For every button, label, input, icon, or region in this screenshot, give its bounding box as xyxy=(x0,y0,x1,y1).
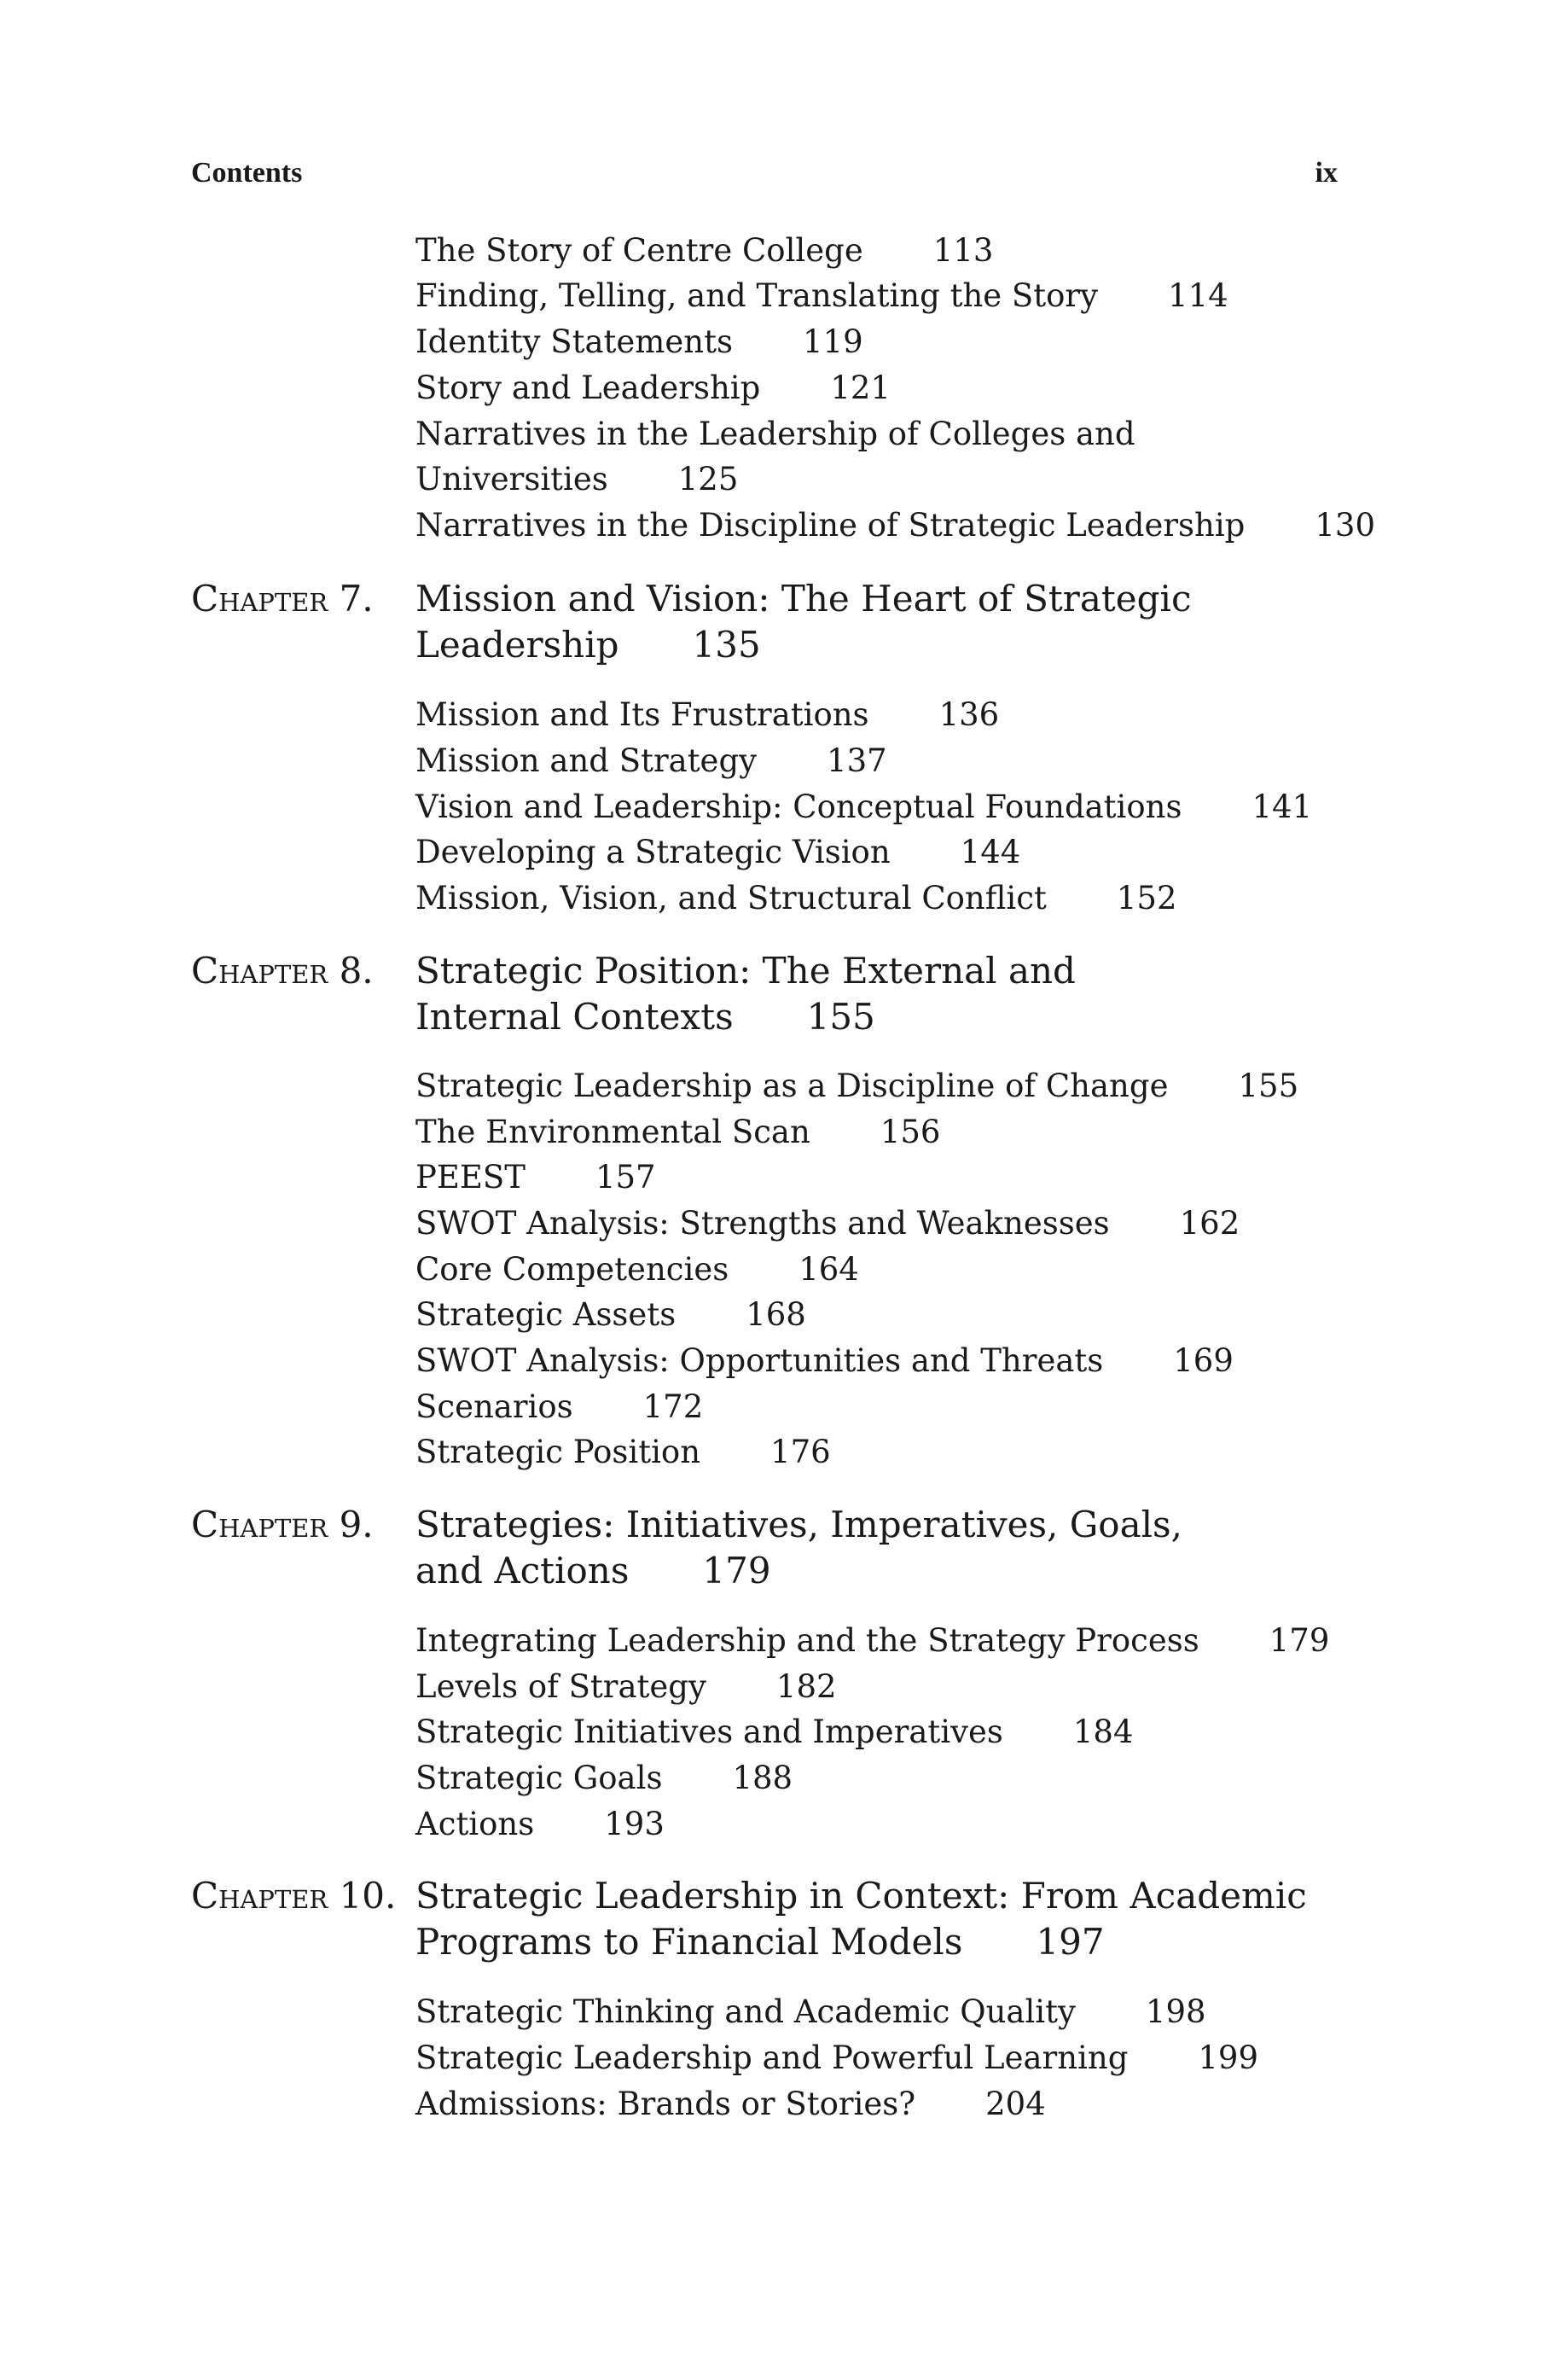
chapter-page: 155 xyxy=(806,996,875,1038)
toc-entry xyxy=(415,1713,1134,1751)
toc-entry-page: 144 xyxy=(960,834,1021,870)
toc-entry xyxy=(415,2039,1258,2077)
toc-entry xyxy=(415,1668,837,1706)
toc-entry xyxy=(415,232,993,270)
toc-entry xyxy=(415,1068,1298,1105)
toc-entry xyxy=(415,1251,859,1289)
toc-entry-page: 157 xyxy=(595,1159,656,1196)
toc-entry-page: 199 xyxy=(1198,2039,1259,2076)
toc-entry-title: Strategic Position xyxy=(415,1434,701,1470)
chapter-page: 179 xyxy=(702,1550,771,1591)
toc-entry-title: Core Competencies xyxy=(415,1251,729,1288)
toc-entry-title: Actions xyxy=(415,1806,535,1842)
toc-entry-page: 176 xyxy=(770,1434,831,1470)
toc-entry-title: Finding, Telling, and Translating the Story xyxy=(415,277,1099,314)
toc-entry-title: Vision and Leadership: Conceptual Foundations xyxy=(415,788,1182,825)
toc-entry-title: The Story of Centre College xyxy=(415,232,863,269)
chapter-7-label: Chapter 7. xyxy=(191,578,374,620)
chapter-8-label: Chapter 8. xyxy=(191,950,374,992)
toc-entry xyxy=(415,2086,1046,2123)
chapter-8-title-line1: Strategic Position: The External and xyxy=(415,950,1076,992)
toc-entry xyxy=(415,834,1020,871)
chapter-7-title-line1: Mission and Vision: The Heart of Strategic xyxy=(415,578,1192,620)
toc-entry-page: 198 xyxy=(1145,1993,1206,2030)
toc-entry-page: 193 xyxy=(604,1806,665,1842)
running-head-title: Contents xyxy=(191,157,303,189)
toc-entry-title: Identity Statements xyxy=(415,323,733,360)
chapter-10-label: Chapter 10. xyxy=(191,1875,397,1917)
toc-entry xyxy=(415,1388,703,1426)
toc-entry xyxy=(415,742,887,780)
chapter-10-title-line1: Strategic Leadership in Context: From Academic xyxy=(415,1875,1307,1917)
toc-entry-title: Strategic Goals xyxy=(415,1760,663,1796)
toc-entry-title: PEEST xyxy=(415,1159,526,1196)
toc-entry xyxy=(415,1114,940,1151)
toc-entry xyxy=(415,277,1228,315)
toc-entry-page: 162 xyxy=(1179,1205,1240,1242)
toc-entry-page: 156 xyxy=(880,1114,941,1150)
chapter-title-text: Programs to Financial Models xyxy=(415,1921,963,1963)
toc-entry-page: 168 xyxy=(746,1296,806,1333)
toc-entry xyxy=(415,696,999,734)
toc-entry-title: Narratives in the Leadership of Colleges and xyxy=(415,416,1135,452)
chapter-title-text: and Actions xyxy=(415,1550,630,1591)
toc-entry-page: 125 xyxy=(677,461,739,497)
toc-entry-page: 169 xyxy=(1173,1342,1234,1379)
toc-entry-title: SWOT Analysis: Strengths and Weaknesses xyxy=(415,1205,1110,1242)
toc-entry-page: 182 xyxy=(775,1668,837,1705)
chapter-9-title-line1: Strategies: Initiatives, Imperatives, Goals, xyxy=(415,1504,1182,1545)
chapter-9-title-line2 xyxy=(415,1548,771,1594)
toc-entry-page: 141 xyxy=(1251,788,1313,825)
toc-entry-page: 121 xyxy=(830,369,891,406)
toc-entry-title: Mission and Its Frustrations xyxy=(415,696,869,733)
toc-entry-page: 184 xyxy=(1072,1713,1134,1750)
toc-entry-page: 155 xyxy=(1238,1068,1299,1104)
toc-entry xyxy=(415,1342,1234,1380)
toc-entry-title: Strategic Assets xyxy=(415,1296,677,1333)
toc-entry xyxy=(415,1993,1206,2031)
toc-entry xyxy=(415,1806,665,1843)
toc-entry-page: 130 xyxy=(1315,507,1375,544)
toc-entry-title: SWOT Analysis: Opportunities and Threats xyxy=(415,1342,1104,1379)
toc-entry-page: 164 xyxy=(799,1251,859,1288)
chapter-page: 135 xyxy=(692,624,761,666)
toc-entry-page: 172 xyxy=(642,1388,704,1425)
toc-entry-title: Mission, Vision, and Structural Conflict xyxy=(415,880,1047,916)
chapter-title-text: Internal Contexts xyxy=(415,996,734,1038)
chapter-title-text: Leadership xyxy=(415,624,619,666)
toc-entry-page: 188 xyxy=(732,1760,793,1796)
toc-entry-page: 114 xyxy=(1168,277,1228,314)
toc-entry-title: Integrating Leadership and the Strategy Process xyxy=(415,1622,1199,1659)
chapter-page: 197 xyxy=(1036,1921,1105,1963)
toc-entry xyxy=(415,1760,793,1797)
chapter-7-title-line2 xyxy=(415,622,761,668)
toc-entry-page: 179 xyxy=(1269,1622,1330,1659)
toc-entry xyxy=(415,416,1135,453)
toc-entry-title: Story and Leadership xyxy=(415,369,761,406)
toc-entry-title: Strategic Leadership as a Discipline of Change xyxy=(415,1068,1169,1104)
toc-entry-title: Narratives in the Discipline of Strategic Leadership xyxy=(415,507,1246,544)
toc-entry-title: Levels of Strategy xyxy=(415,1668,706,1705)
toc-entry xyxy=(415,788,1312,826)
toc-entry xyxy=(415,369,891,407)
chapter-10-title-line2 xyxy=(415,1919,1105,1965)
chapter-9-label: Chapter 9. xyxy=(191,1504,374,1545)
toc-entry-title: Strategic Leadership and Powerful Learning xyxy=(415,2039,1129,2076)
toc-entry-page: 119 xyxy=(802,323,863,360)
toc-entry-title: Mission and Strategy xyxy=(415,742,758,779)
toc-entry xyxy=(415,507,1375,544)
toc-entry xyxy=(415,461,738,498)
toc-entry-page: 113 xyxy=(932,232,994,269)
toc-entry-title: Strategic Initiatives and Imperatives xyxy=(415,1713,1003,1750)
toc-entry-title: Strategic Thinking and Academic Quality xyxy=(415,1993,1076,2030)
toc-entry xyxy=(415,1296,806,1334)
toc-entry xyxy=(415,323,863,361)
toc-entry xyxy=(415,880,1176,917)
toc-entry-title: Scenarios xyxy=(415,1388,573,1425)
toc-entry xyxy=(415,1434,831,1471)
toc-entry-title: Universities xyxy=(415,461,608,497)
toc-entry xyxy=(415,1159,656,1196)
toc-entry-page: 152 xyxy=(1116,880,1177,916)
toc-entry xyxy=(415,1205,1240,1242)
chapter-8-title-line2 xyxy=(415,994,875,1040)
toc-entry-title: Developing a Strategic Vision xyxy=(415,834,891,870)
toc-entry-page: 136 xyxy=(938,696,1000,733)
toc-entry-title: Admissions: Brands or Stories? xyxy=(415,2086,916,2122)
toc-entry-title: The Environmental Scan xyxy=(415,1114,810,1150)
toc-entry xyxy=(415,1622,1329,1660)
toc-entry-page: 204 xyxy=(985,2086,1046,2122)
running-head-page-number: ix xyxy=(1315,157,1338,189)
toc-entry-page: 137 xyxy=(827,742,887,779)
